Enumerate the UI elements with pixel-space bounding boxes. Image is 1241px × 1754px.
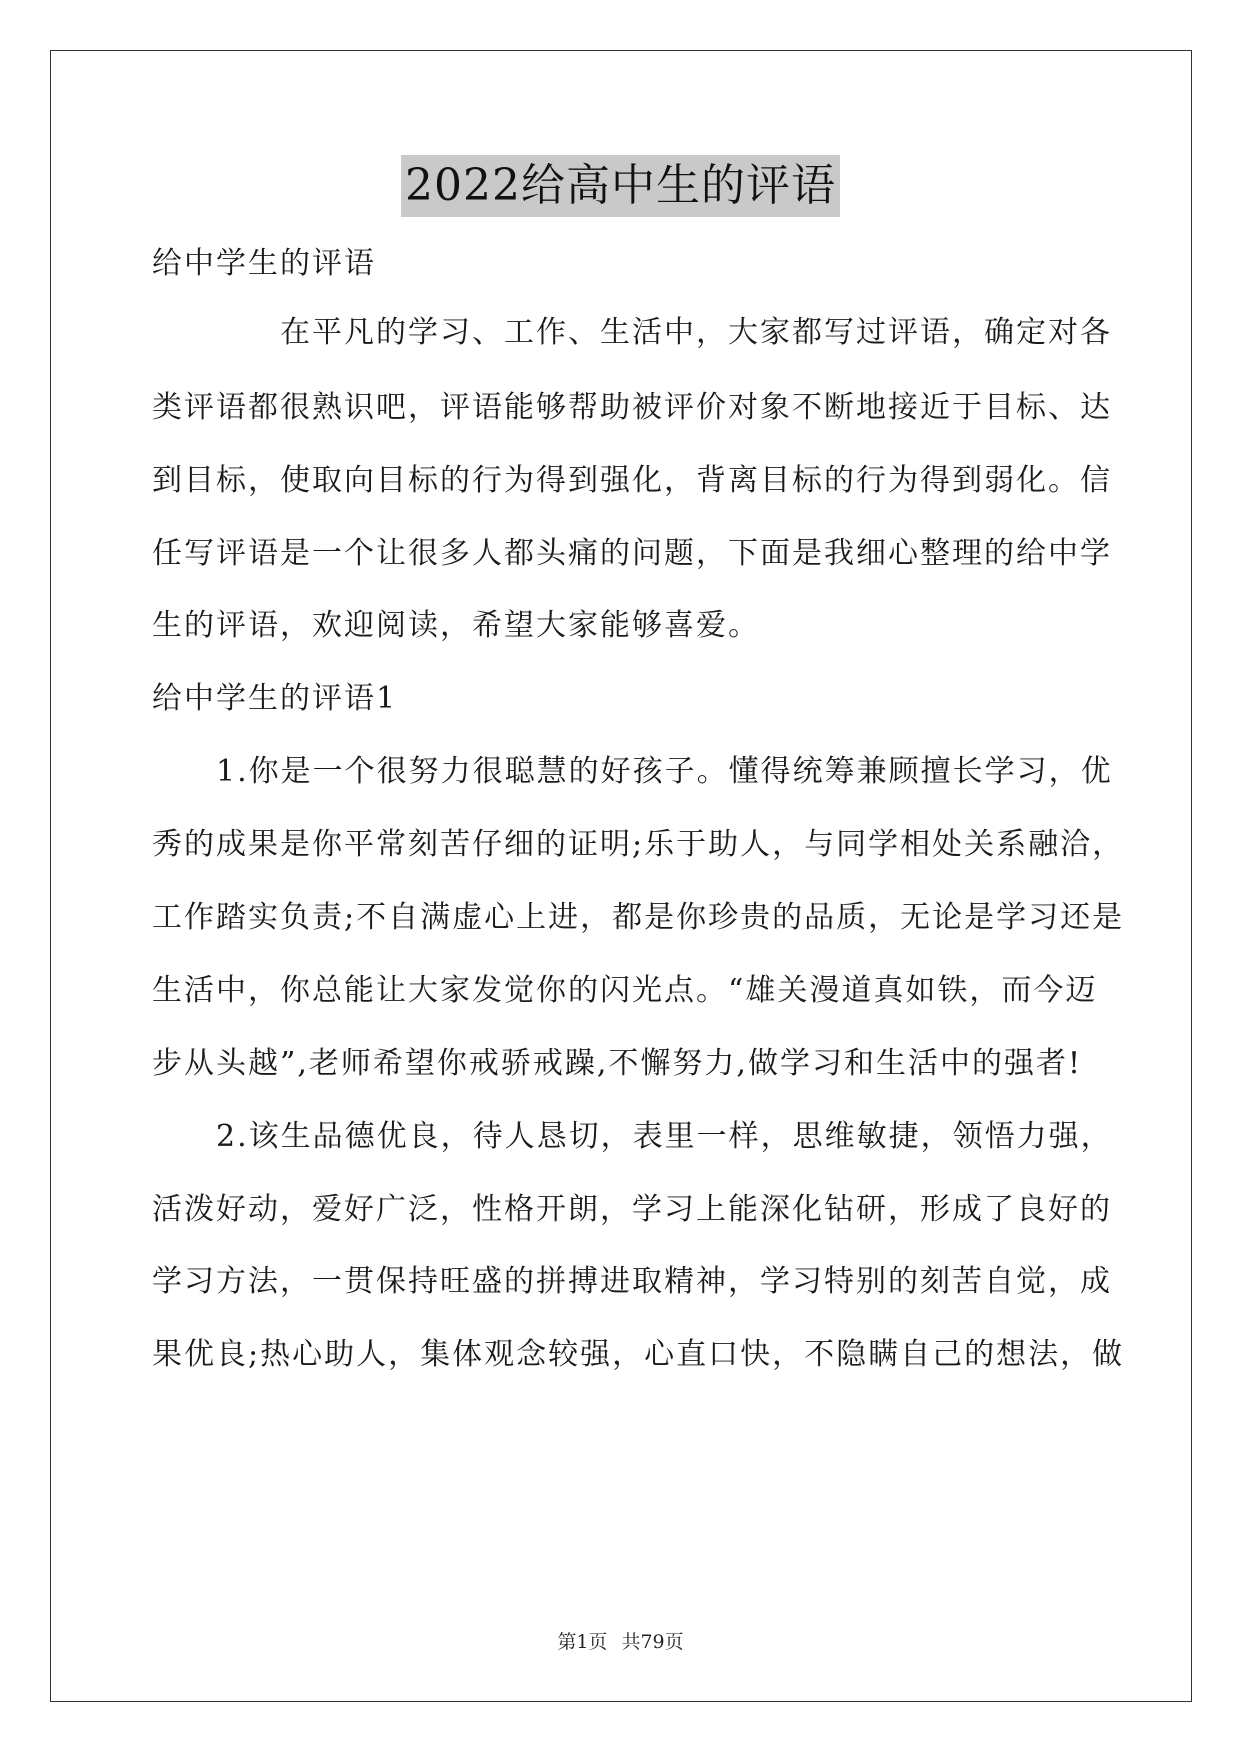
text-line: 秀的成果是你平常刻苦仔细的证明;乐于助人，与同学相处关系融洽，	[152, 827, 1125, 862]
title-container	[0, 155, 1241, 217]
text-line: 工作踏实负责;不自满虚心上进，都是你珍贵的品质，无论是学习还是	[152, 900, 1125, 935]
document-title: 2022给高中生的评语	[401, 155, 840, 217]
page-footer	[0, 1630, 1241, 1654]
section-heading: 给中学生的评语	[152, 246, 376, 281]
text-line: 类评语都很熟识吧，评语能够帮助被评价对象不断地接近于目标、达	[152, 390, 1112, 425]
page-number: 第1页	[557, 1631, 608, 1653]
text-line: 2.该生品德优良，待人恳切，表里一样，思维敏捷，领悟力强，	[152, 1119, 1113, 1154]
text-line: 步从头越”,老师希望你戒骄戒躁,不懈努力,做学习和生活中的强者!	[152, 1046, 1083, 1081]
text-line: 生活中，你总能让大家发觉你的闪光点。“雄关漫道真如铁，而今迈	[152, 973, 1098, 1008]
text-line: 任写评语是一个让很多人都头痛的问题，下面是我细心整理的给中学	[152, 536, 1112, 571]
text-line: 1.你是一个很努力很聪慧的好孩子。懂得统筹兼顾擅长学习，优	[152, 754, 1113, 789]
text-line: 果优良;热心助人，集体观念较强，心直口快，不隐瞒自己的想法，做	[152, 1337, 1125, 1372]
page-total: 共79页	[621, 1631, 684, 1653]
text-line: 生的评语，欢迎阅读，希望大家能够喜爱。	[152, 608, 760, 643]
text-line: 活泼好动，爱好广泛，性格开朗，学习上能深化钻研，形成了良好的	[152, 1192, 1112, 1227]
text-line: 学习方法，一贯保持旺盛的拼搏进取精神，学习特别的刻苦自觉，成	[152, 1264, 1112, 1299]
page-border	[50, 50, 1192, 1702]
text-line: 到目标，使取向目标的行为得到强化，背离目标的行为得到弱化。信	[152, 463, 1112, 498]
text-line: 在平凡的学习、工作、生活中，大家都写过评语，确定对各	[152, 315, 1112, 350]
section-heading: 给中学生的评语1	[152, 681, 398, 716]
